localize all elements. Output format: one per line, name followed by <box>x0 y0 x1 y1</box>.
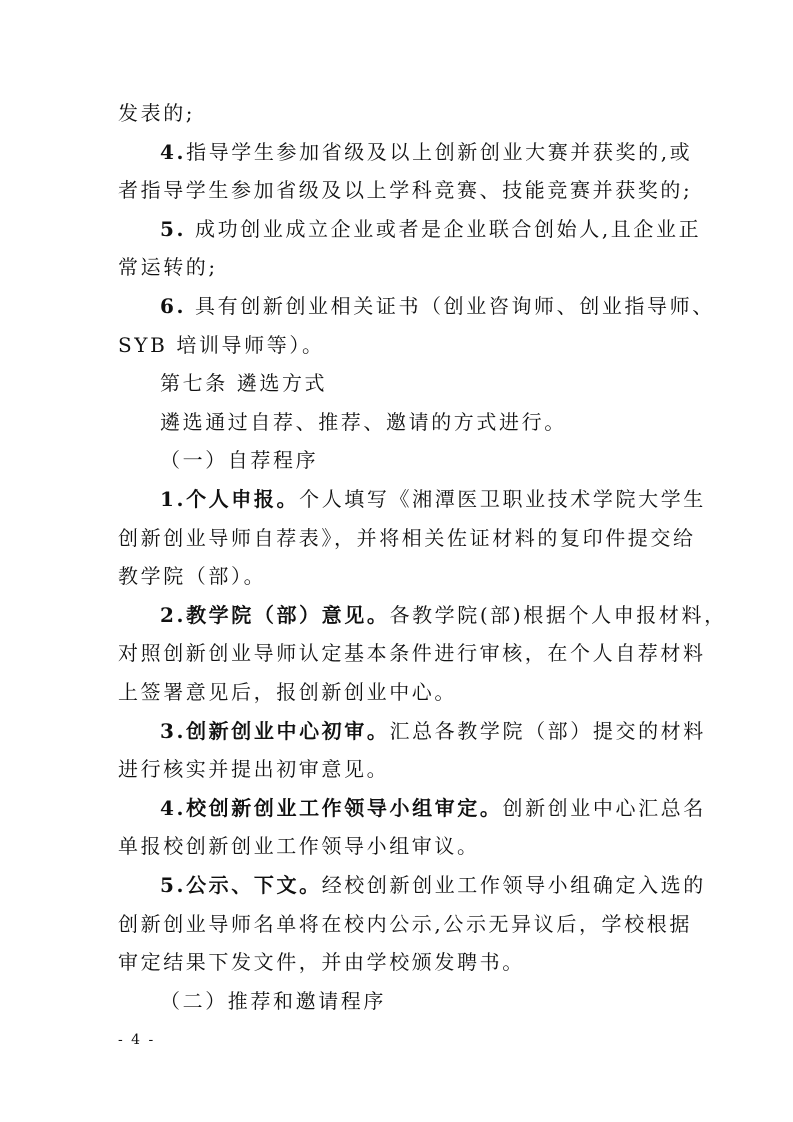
text: 者指导学生参加省级及以上学科竞赛、技能竞赛并获奖的; <box>118 178 693 203</box>
paragraph-line <box>118 332 793 358</box>
paragraph-line <box>118 679 793 705</box>
paragraph-line <box>160 216 793 242</box>
item-number: 4. <box>160 139 187 164</box>
paragraph-line <box>118 640 793 666</box>
paragraph-line <box>160 139 793 165</box>
text: 创新创业导师名单将在校内公示,公示无异议后，学校根据 <box>118 911 692 936</box>
text: 经校创新创业工作领导小组确定入选的 <box>321 873 706 897</box>
paragraph-line <box>160 718 793 744</box>
text: 第七条 遴选方式 <box>160 371 328 396</box>
text: 审定结果下发文件，并由学校颁发聘书。 <box>118 950 525 975</box>
paragraph-line <box>118 911 793 937</box>
text: 进行核实并提出初审意见。 <box>118 757 390 782</box>
text: （二）推荐和邀请程序 <box>160 988 386 1013</box>
paragraph-line <box>160 409 793 435</box>
text: 教学院（部）。 <box>118 564 267 589</box>
bold-lead: 5.公示、下文。 <box>160 873 322 897</box>
paragraph-line <box>118 563 793 589</box>
paragraph-line <box>160 872 793 898</box>
text: 汇总各教学院（部）提交的材料 <box>389 718 706 743</box>
text: 个人填写《湘潭医卫职业技术学院大学生 <box>299 487 706 511</box>
paragraph-line <box>118 100 793 126</box>
text: （一）自荐程序 <box>160 448 319 473</box>
paragraph-line <box>160 795 793 821</box>
text: 创新创业导师自荐表》，并将相关佐证材料的复印件提交给 <box>118 525 696 550</box>
text: 各教学院(部)根据个人申报材料， <box>389 602 727 627</box>
paragraph-line <box>118 949 793 975</box>
paragraph-line <box>160 486 793 512</box>
paragraph-line <box>118 177 793 203</box>
paragraph-line <box>118 756 793 782</box>
text: SYB 培训导师等）。 <box>118 332 325 357</box>
paragraph-line <box>160 293 793 319</box>
text: 具有创新创业相关证书（创业咨询师、创业指导师、 <box>186 294 715 318</box>
paragraph-line <box>118 254 793 280</box>
item-number: 5. <box>160 216 187 241</box>
bold-lead: 1.个人申报。 <box>160 487 300 511</box>
section-heading <box>160 988 793 1014</box>
text: 创新创业中心汇总名 <box>502 795 706 820</box>
text: 上签署意见后，报创新创业中心。 <box>118 680 457 704</box>
page-number: - 4 - <box>118 1032 156 1048</box>
text: 对照创新创业导师认定基本条件进行审核，在个人自荐材料 <box>118 641 706 666</box>
item-number: 6. <box>160 294 187 318</box>
text: 遴选通过自荐、推荐、邀请的方式进行。 <box>160 409 567 434</box>
text: 成功创业成立企业或者是企业联合创始人,且企业正 <box>186 216 702 241</box>
bold-lead: 4.校创新创业工作领导小组审定。 <box>160 795 503 820</box>
bold-lead: 2.教学院（部）意见。 <box>160 602 390 627</box>
text: 指导学生参加省级及以上创新创业大赛并获奖的,或 <box>186 139 693 164</box>
paragraph-line <box>118 525 793 551</box>
section-heading <box>160 447 793 473</box>
text: 发表的; <box>118 101 196 125</box>
paragraph-line <box>118 833 793 859</box>
paragraph-line <box>160 602 793 628</box>
text: 常运转的; <box>118 255 218 280</box>
article-heading <box>160 370 793 396</box>
bold-lead: 3.创新创业中心初审。 <box>160 718 390 743</box>
text: 单报校创新创业工作领导小组审议。 <box>118 834 480 859</box>
